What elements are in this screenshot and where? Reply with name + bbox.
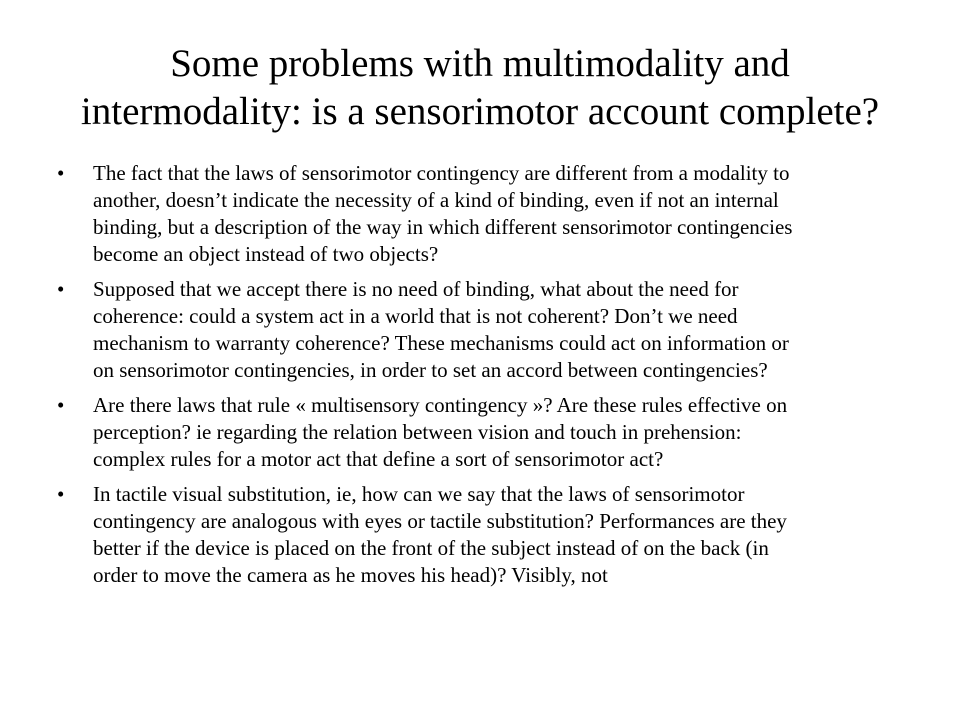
bullet-text bbox=[93, 392, 915, 473]
bullet-dot-icon: • bbox=[57, 161, 65, 185]
bullet-line: Are there laws that rule « multisensory contingency »? Are these rules effective on bbox=[93, 393, 788, 417]
bullet-line: complex rules for a motor act that define a sort of sensorimotor act? bbox=[93, 447, 664, 471]
bullet-line: on sensorimotor contingencies, in order to set an accord between contingencies? bbox=[93, 358, 768, 382]
bullet-line: mechanism to warranty coherence? These mechanisms could act on information or bbox=[93, 331, 789, 355]
bullet-text bbox=[93, 276, 915, 384]
bullet-item-1 bbox=[55, 160, 915, 268]
bullet-line: become an object instead of two objects? bbox=[93, 242, 439, 266]
bullet-item-3 bbox=[55, 392, 915, 473]
bullet-text bbox=[93, 160, 915, 268]
bullet-line: another, doesn’t indicate the necessity of a kind of binding, even if not an internal bbox=[93, 188, 779, 212]
bullet-line: The fact that the laws of sensorimotor contingency are different from a modality to bbox=[93, 161, 790, 185]
slide-title-line-2: intermodality: is a sensorimotor account complete? bbox=[80, 90, 880, 133]
bullet-line: binding, but a description of the way in which different sensorimotor contingencies bbox=[93, 215, 793, 239]
bullet-text bbox=[93, 481, 915, 589]
bullet-line: perception? ie regarding the relation between vision and touch in prehension: bbox=[93, 420, 742, 444]
slide-title-line-1: Some problems with multimodality and bbox=[170, 42, 790, 85]
bullet-dot-icon: • bbox=[57, 277, 65, 301]
bullet-line: coherence: could a system act in a world that is not coherent? Don’t we need bbox=[93, 304, 738, 328]
bullet-dot-icon: • bbox=[57, 482, 65, 506]
bullet-line: better if the device is placed on the front of the subject instead of on the back (in bbox=[93, 536, 769, 560]
bullet-item-2 bbox=[55, 276, 915, 384]
slide-title bbox=[20, 40, 940, 136]
bullet-list bbox=[55, 160, 915, 597]
bullet-line: order to move the camera as he moves his head)? Visibly, not bbox=[93, 563, 608, 587]
bullet-line: In tactile visual substitution, ie, how can we say that the laws of sensorimotor bbox=[93, 482, 745, 506]
bullet-dot-icon: • bbox=[57, 393, 65, 417]
bullet-line: contingency are analogous with eyes or tactile substitution? Performances are they bbox=[93, 509, 787, 533]
bullet-line: Supposed that we accept there is no need of binding, what about the need for bbox=[93, 277, 739, 301]
bullet-item-4 bbox=[55, 481, 915, 589]
